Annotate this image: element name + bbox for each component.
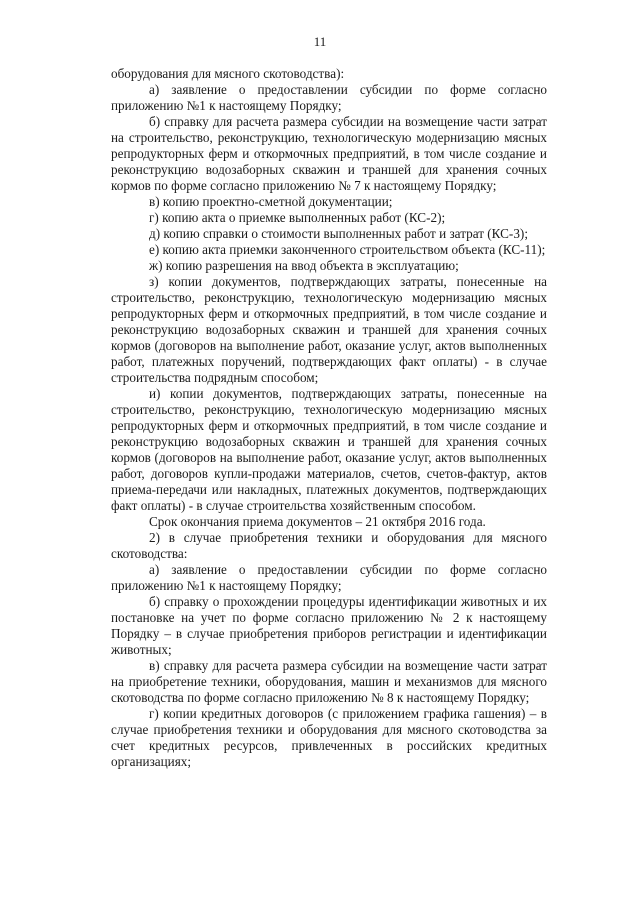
paragraph-item-b-calculation-certificate: б) справку для расчета размера субсидии на возмещение части затрат на строительство, реконструкцию, технологическую модернизацию мясных репродукторных ферм и откормочных предприятий, в том числе создание и реконструкцию водозаборных скважин и траншей для хранения сочных кормов по форме согласно приложению № 7 к настоящему Порядку; (111, 114, 547, 193)
paragraph-item-z-contract-docs: з) копии документов, подтверждающих затраты, понесенные на строительство, реконструкцию, технологическую модернизацию мясных репродукторных ферм и откормочных предприятий, в том числе создание и реконструкцию водозаборных скважин и траншей для хранения сочных кормов (договоров на выполнение работ, оказание услуг, актов выполненных работ, платежных поручений, подтверждающих факт оплаты) - в случае строительства подрядным способом; (111, 274, 547, 385)
paragraph-item-i-own-docs: и) копии документов, подтверждающих затраты, понесенные на строительство, реконструкцию, технологическую модернизацию мясных репродукторных ферм и откормочных предприятий, в том числе создание и реконструкцию водозаборных скважин и траншей для хранения сочных кормов (договоров на выполнение работ, оказание услуг, актов выполненных работ, договоров купли-продажи материалов, счетов, счетов-фактур, актов приема-передачи или накладных, платежных документов, подтверждающих факт оплаты) - в случае строительства хозяйственным способом. (111, 386, 547, 513)
paragraph-item-d-ks3: д) копию справки о стоимости выполненных работ и затрат (КС-3); (149, 226, 528, 241)
paragraph-deadline: Срок окончания приема документов – 21 октября 2016 года. (149, 514, 486, 529)
document-body (111, 66, 547, 770)
paragraph-item-e-ks11: е) копию акта приемки законченного строительством объекта (КС-11); (149, 242, 546, 257)
paragraph-section-2: 2) в случае приобретения техники и оборудования для мясного скотоводства: (111, 530, 547, 561)
paragraph-item-g-ks2: г) копию акта о приемке выполненных работ (КС-2); (149, 210, 446, 225)
paragraph-item-a-application: а) заявление о предоставлении субсидии по форме согласно приложению №1 к настоящему Порядку; (111, 82, 547, 113)
paragraph-continuation: оборудования для мясного скотоводства): (111, 66, 345, 81)
paragraph-s2-item-a-application: а) заявление о предоставлении субсидии по форме согласно приложению №1 к настоящему Порядку; (111, 562, 547, 593)
paragraph-s2-item-v-calculation: в) справку для расчета размера субсидии на возмещение части затрат на приобретение техники, оборудования, машин и механизмов для мясного скотоводства по форме согласно приложению № 8 к настоящему Порядку; (111, 658, 547, 705)
paragraph-s2-item-g-credit: г) копии кредитных договоров (с приложением графика гашения) – в случае приобретения техники и оборудования для мясного скотоводства за счет кредитных ресурсов, привлеченных в российских кредитных организациях; (111, 706, 547, 769)
paragraph-item-zh-permit: ж) копию разрешения на ввод объекта в эксплуатацию; (149, 258, 459, 273)
page-number: 11 (313, 34, 327, 49)
paragraph-s2-item-b-identification: б) справку о прохождении процедуры идентификации животных и их постановке на учет по форме согласно приложению № 2 к настоящему Порядку – в случае приобретения приборов регистрации и идентификации животных; (111, 594, 547, 657)
paragraph-item-v-design-docs: в) копию проектно-сметной документации; (149, 194, 393, 209)
